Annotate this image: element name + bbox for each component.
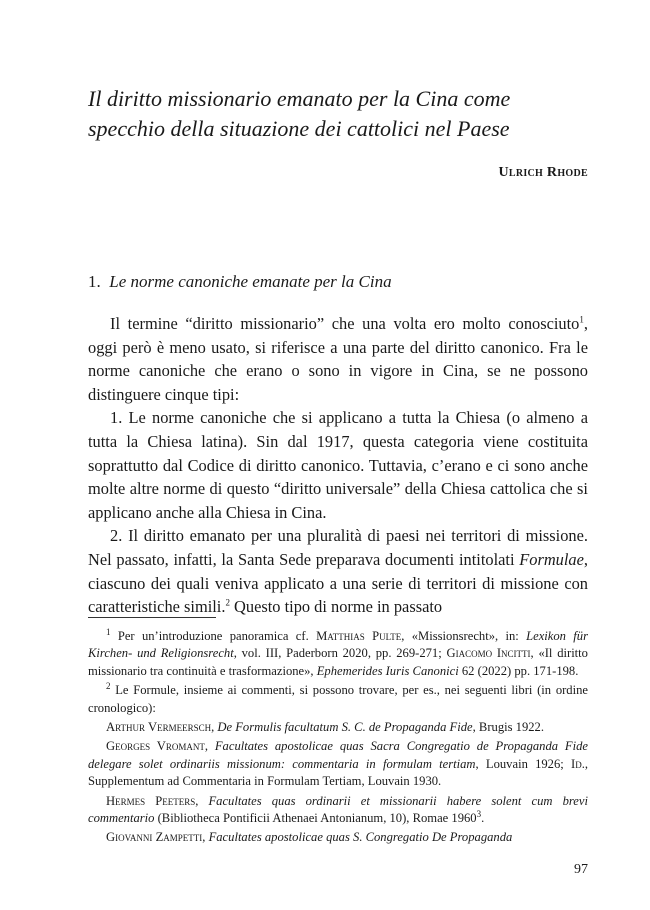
text-run: . [481, 811, 485, 826]
text-run: , Supplementum ad Commentaria in Formulam Tertiam, Louvain 1930. [88, 756, 588, 789]
text-run: Questo tipo di norme in passato [229, 597, 443, 617]
footnote [88, 682, 588, 717]
footnote-ref: 1 [579, 314, 584, 325]
text-run: , [204, 739, 215, 754]
footnote [88, 628, 588, 680]
emphasis: Facultates apostolicae quas S. Congregatio De Propaganda [208, 830, 513, 845]
reference [88, 738, 588, 790]
article-title: Il diritto missionario emanato per la Cina come specchio della situazione dei cattolici nel Paese [88, 86, 511, 141]
paragraph [88, 524, 588, 618]
text-run: , «Missionsrecht», in: [401, 629, 527, 643]
author-ref: Matthias Pulte [316, 629, 402, 643]
text-run: Le Formule, insieme ai commenti, si possono trovare, per es., nei seguenti libri (in ordine cronologico): [88, 683, 588, 715]
text-run: , oggi però è meno usato, si riferisce a una parte del diritto canonico. Fra le norme canoniche che erano o sono in vigore in Cina, se ne possono distinguere cinque tipi: [88, 314, 588, 404]
author-name: Ulrich Rhode [498, 165, 588, 180]
emphasis: Formulae [519, 549, 584, 569]
footnote-ref: 3 [476, 808, 482, 819]
paragraph [88, 406, 588, 524]
text-run: 62 (2022) pp. 171-198. [458, 663, 579, 678]
reference [88, 793, 588, 828]
footnote-mark: 2 [106, 681, 111, 692]
author-ref: Georges Vromant [106, 739, 205, 754]
author-ref: Giacomo Incitti [446, 646, 531, 661]
section-heading [88, 272, 392, 292]
text-run: , «Il diritto missionario tra continuità e trasformazione», [88, 646, 588, 678]
footnote-divider [88, 617, 216, 618]
text-run: , [202, 830, 209, 845]
text-run: , Brugis 1922. [472, 720, 544, 735]
text-run: , [211, 720, 218, 735]
reference [88, 719, 588, 736]
author-ref: Arthur Vermeersch [106, 720, 212, 735]
text-run: , Louvain 1926; [475, 756, 571, 771]
footnote-ref: 2 [225, 597, 230, 608]
author-ref: Id. [571, 756, 585, 771]
emphasis: Ephemerides Iuris Canonici [316, 663, 459, 678]
text-run: Per un’introduzione panoramica cf. [110, 629, 317, 643]
author-ref: Giovanni Zampetti [106, 830, 203, 845]
body-text [88, 312, 588, 619]
text-run: (Bibliotheca Pontificii Athenaei Antonianum, 10), Romae 1960 [154, 811, 477, 826]
text-run: , ciascuno dei quali veniva applicato a una serie di territori di missione con caratteristiche simili. [88, 549, 588, 617]
text-run: , [195, 793, 209, 808]
emphasis: Lexikon für Kirchen- und Religionsrecht [88, 629, 589, 661]
section-number: 1. [88, 272, 101, 291]
emphasis: Facultates apostolicae quas Sacra Congregatio de Propaganda Fide delegare solet ordinariis missionum: commentaria in formulam tertiam [88, 739, 588, 771]
emphasis: De Formulis facultatum S. C. de Propaganda Fide [217, 720, 473, 735]
footnote-mark: 1 [106, 626, 111, 637]
author-ref: Hermes Peeters [106, 793, 196, 808]
reference [88, 829, 588, 846]
paragraph [88, 312, 588, 406]
text-run: 1. Le norme canoniche che si applicano a tutta la Chiesa (o almeno a tutta la Chiesa latina). Sin dal 1917, questa categoria viene costituita soprattutto dal Codice di diritto canonico. Tuttavia, c’erano e ci sono anche molte altre norme di questo “diritto universale” della Chiesa cattolica che si applicano anche alla Chiesa in Cina. [88, 408, 588, 522]
page-number: 97 [574, 862, 588, 877]
text-run: Il termine “diritto missionario” che una volta ero molto conosciuto [110, 314, 580, 333]
text-run: , vol. III, Paderborn 2020, pp. 269-271; [233, 646, 447, 661]
footnotes [88, 628, 588, 849]
section-title: Le norme canoniche emanate per la Cina [109, 272, 392, 291]
text-run: 2. Il diritto emanato per una pluralità di paesi nei territori di missione. Nel passato, infatti, la Santa Sede preparava documenti intitolati [88, 526, 588, 569]
emphasis: Facultates quas ordinarii et missionarii habere solent cum brevi commentario [88, 793, 588, 826]
